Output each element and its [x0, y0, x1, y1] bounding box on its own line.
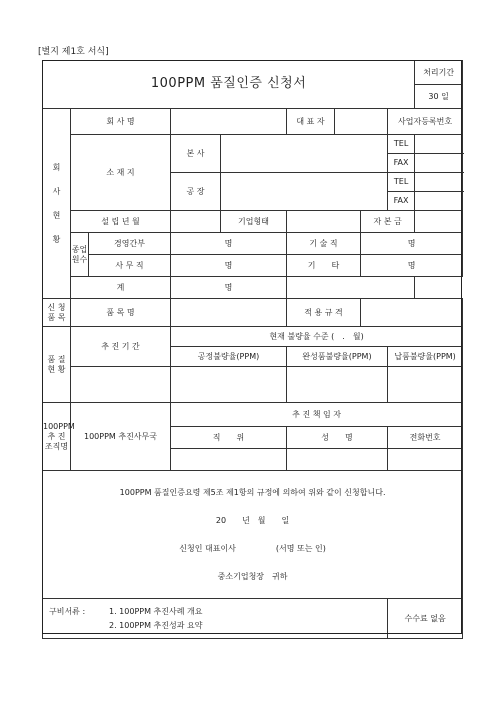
- total-label: 계: [71, 277, 171, 299]
- standard-label: 적 용 규 격: [287, 299, 361, 327]
- capital-field[interactable]: [415, 211, 463, 233]
- standard-field[interactable]: [361, 299, 463, 327]
- item-name-label: 품 목 명: [71, 299, 171, 327]
- factory-tel-field[interactable]: [415, 173, 463, 192]
- business-type-field[interactable]: [287, 211, 361, 233]
- head-office-label: 본 사: [171, 135, 221, 173]
- factory-fax-label: FAX: [388, 192, 415, 211]
- established-label: 설 립 년 월: [71, 211, 171, 233]
- attachment-item: 2. 100PPM 추진성과 요약: [109, 620, 203, 630]
- business-type-label: 기업형태: [221, 211, 287, 233]
- other-count[interactable]: 명: [361, 255, 463, 277]
- technical-label: 기 술 직: [287, 233, 361, 255]
- name-label: 성 명: [287, 427, 388, 449]
- position-label: 직 위: [171, 427, 287, 449]
- product-label: 신 청 품 목: [43, 299, 71, 327]
- finished-defect-label: 완성품불량율(PPM): [287, 347, 388, 367]
- factory-label: 공 장: [171, 173, 221, 211]
- executives-count[interactable]: 명: [171, 233, 287, 255]
- quality-label: 품 질 현 황: [43, 327, 71, 403]
- form-title: 100PPM 품질인증 신청서: [43, 61, 415, 109]
- item-name-field[interactable]: [171, 299, 287, 327]
- representative-field[interactable]: [335, 109, 388, 135]
- period-label: 추 진 기 간: [71, 327, 171, 367]
- head-office-address-field[interactable]: [221, 135, 388, 173]
- processing-period-label: 처리기간: [415, 61, 463, 85]
- application-form: [42, 60, 463, 639]
- declaration: [43, 471, 463, 599]
- process-defect-field[interactable]: [171, 367, 287, 403]
- representative-label: 대 표 자: [287, 109, 335, 135]
- factory-tel-label: TEL: [388, 173, 415, 192]
- head-office-tel-field[interactable]: [415, 135, 463, 154]
- declaration-recipient: 중소기업청장 귀하: [217, 571, 288, 581]
- business-reg-label: 사업자등록번호: [388, 109, 463, 135]
- declaration-statement: 100PPM 품질인증요령 제5조 제1항의 규정에 의하여 위와 같이 신청합니다.: [119, 487, 386, 497]
- declaration-date: 20 년 월 일: [215, 515, 290, 525]
- process-defect-label: 공정불량율(PPM): [171, 347, 287, 367]
- phone-field[interactable]: [388, 449, 463, 471]
- factory-fax-field[interactable]: [415, 192, 463, 211]
- office-staff-count[interactable]: 명: [171, 255, 287, 277]
- company-name-label: 회 사 명: [71, 109, 171, 135]
- fee-note: 수수료 없음: [388, 599, 463, 639]
- other-label: 기 타: [287, 255, 361, 277]
- org-label: 100PPM 추 진 조직명: [43, 403, 71, 471]
- period-field[interactable]: [71, 367, 171, 403]
- employees-label: 종업원수: [71, 233, 89, 277]
- head-office-fax-label: FAX: [388, 154, 415, 173]
- delivery-defect-field[interactable]: [388, 367, 463, 403]
- form-number-note: [별지 제1호 서식]: [38, 47, 109, 57]
- office-staff-label: 사 무 직: [89, 255, 171, 277]
- head-office-fax-field[interactable]: [415, 154, 463, 173]
- executives-label: 경영간부: [89, 233, 171, 255]
- total-count[interactable]: 명: [171, 277, 287, 299]
- finished-defect-field[interactable]: [287, 367, 388, 403]
- attachment-item: 1. 100PPM 추진사례 개요: [109, 606, 203, 616]
- leader-label: 추 진 책 임 자: [171, 403, 463, 427]
- current-level-label: 현재 불량율 수준 ( . 월): [171, 327, 463, 347]
- location-label: 소 재 지: [71, 135, 171, 211]
- technical-count[interactable]: 명: [361, 233, 463, 255]
- delivery-defect-label: 납품불량율(PPM): [388, 347, 463, 367]
- company-name-field[interactable]: [171, 109, 287, 135]
- capital-label: 자 본 금: [361, 211, 415, 233]
- name-field[interactable]: [287, 449, 388, 471]
- established-field[interactable]: [171, 211, 221, 233]
- position-field[interactable]: [171, 449, 287, 471]
- total-blank: [287, 277, 415, 299]
- attachments-label: 구비서류 :: [49, 606, 86, 616]
- company-status-label: 회 사 현 황: [43, 109, 71, 299]
- attachments: [43, 599, 388, 639]
- declaration-applicant: 신청인 대표이사 (서명 또는 인): [179, 543, 326, 553]
- office-label: 100PPM 추진사무국: [71, 403, 171, 471]
- head-office-tel-label: TEL: [388, 135, 415, 154]
- processing-period-value: 30 일: [415, 85, 463, 109]
- phone-label: 전화번호: [388, 427, 463, 449]
- factory-address-field[interactable]: [221, 173, 388, 211]
